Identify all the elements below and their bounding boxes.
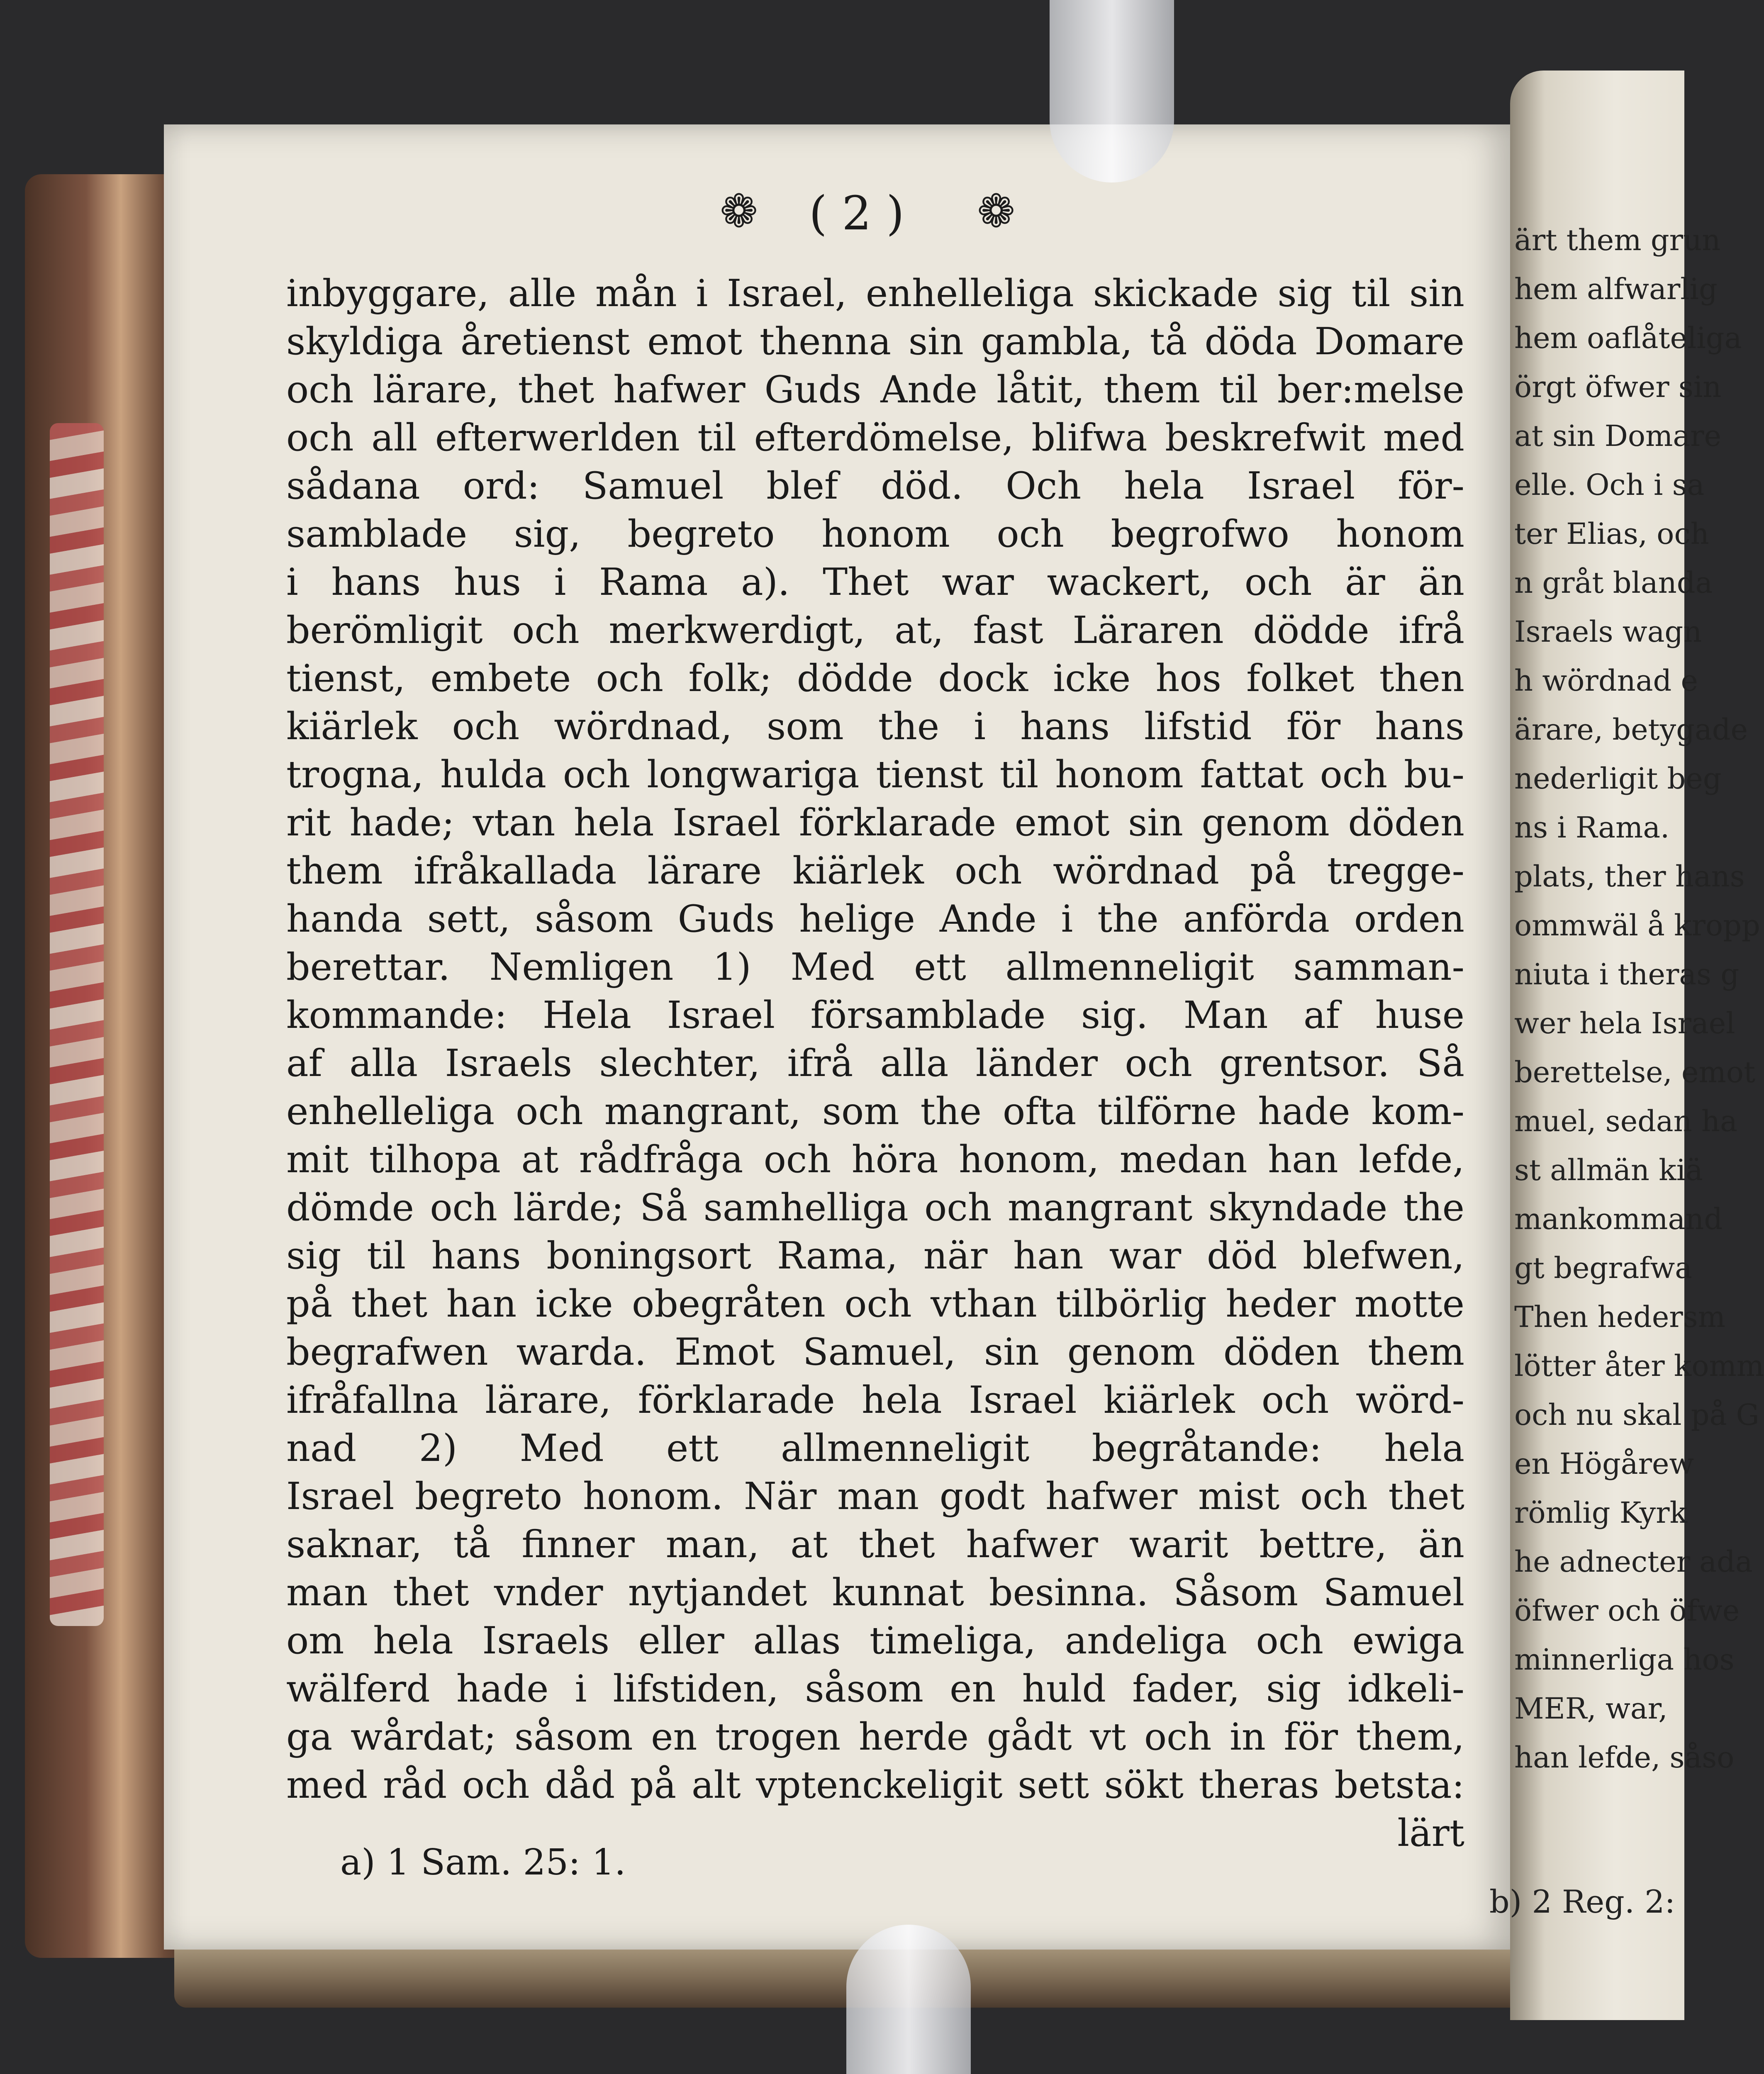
right-page-line: muel, sedan ha [1514,1104,1737,1138]
body-text [286,270,1464,1857]
right-page-line: römlig Kyrk [1514,1496,1688,1530]
text-line: med råd och dåd på alt vptenckeligit sett sökt theras betsta: [286,1763,1464,1807]
text-line: skyldiga åretienst emot thenna sin gambla, tå döda Domare [286,320,1464,363]
text-line: och lärare, thet hafwer Guds Ande låtit, them til ber:melse [286,368,1464,411]
ornament-right-icon: ❁ [977,185,1028,238]
right-page-line: berettelse, emot [1514,1055,1756,1089]
right-page-line: en Högårew [1514,1447,1694,1481]
right-page-line: mankommand [1514,1202,1723,1236]
text-line: berettar. Nemligen 1) Med ett allmenneligit samman- [286,945,1464,989]
right-page-line: plats, ther hans [1514,859,1745,893]
text-line: kommande: Hela Israel församblade sig. Man af huse [286,993,1464,1037]
right-page-line: elle. Och i sa [1514,468,1705,502]
text-line: enhelleliga och mangrant, som the ofta tilförne hade kom- [286,1090,1464,1133]
right-page-line: niuta i theras g [1514,957,1740,991]
text-line: mit tilhopa at rådfråga och höra honom, medan han lefde, [286,1138,1464,1181]
right-page-line: ärare, betygade [1514,713,1748,747]
text-line: sådana ord: Samuel blef död. Och hela Israel för- [286,464,1464,508]
footnote: a) 1 Sam. 25: 1. [340,1842,626,1883]
right-page-line: MER, war, [1514,1692,1668,1726]
right-page-line: hem alfwarlig [1514,272,1718,306]
right-page-line: wer hela Israel [1514,1006,1735,1040]
page-clip-top [1050,0,1174,183]
text-line: och all efterwerlden til efterdömelse, blifwa beskrefwit med [286,416,1464,460]
right-page-line: han lefde, såso [1514,1741,1735,1775]
text-line: på thet han icke obegråten och vthan tilbörlig heder motte [286,1282,1464,1326]
text-line: inbyggare, alle mån i Israel, enhelleliga skickade sig til sin [286,272,1464,315]
page-number: ( 2 ) [809,187,904,241]
text-line: berömligit och merkwerdigt, at, fast Läraren dödde ifrå [286,609,1464,652]
right-page-line: ns i Rama. [1514,811,1670,845]
text-line: nad 2) Med ett allmenneligit begråtande: hela [286,1426,1464,1470]
text-line: dömde och lärde; Så samhelliga och mangrant skyndade the [286,1186,1464,1229]
right-page-line: gt begrafwa [1514,1251,1692,1285]
marbled-edge [50,423,104,1626]
right-page-line: n gråt blanda [1514,566,1713,600]
text-line: trogna, hulda och longwariga tienst til honom fattat och bu- [286,753,1464,796]
text-line: kiärlek och wördnad, som the i hans lifstid för hans [286,705,1464,748]
text-line: wälferd hade i lifstiden, såsom en huld fader, sig idkeli- [286,1667,1464,1711]
text-line: ga wårdat; såsom en trogen herde gådt vt och in för them, [286,1715,1464,1759]
page-clip-bottom [846,1925,971,2074]
text-line: rit hade; vtan hela Israel förklarade emot sin genom döden [286,801,1464,845]
text-line: af alla Israels slechter, ifrå alla länder och grentsor. Så [286,1042,1464,1085]
right-page-line: h wördnad e [1514,664,1698,698]
right-page-line: ter Elias, och [1514,517,1709,551]
text-line: lärt [1397,1811,1464,1855]
ornament-left-icon: ❁ [720,185,771,238]
text-line: saknar, tå finner man, at thet hafwer warit bettre, än [286,1523,1464,1566]
right-page-line: minnerliga hos [1514,1643,1735,1677]
right-page-line: och nu skal på G [1514,1398,1759,1432]
text-line: begrafwen warda. Emot Samuel, sin genom döden them [286,1330,1464,1374]
text-line: om hela Israels eller allas timeliga, andeliga och ewiga [286,1619,1464,1663]
text-line: tienst, embete och folk; dödde dock icke hos folket then [286,657,1464,700]
text-line: sig til hans boningsort Rama, när han war död blefwen, [286,1234,1464,1278]
right-page-line: at sin Domare [1514,419,1722,453]
text-line: ifråfallna lärare, förklarade hela Israel kiärlek och wörd- [286,1378,1464,1422]
text-line: samblade sig, begreto honom och begrofwo honom [286,512,1464,556]
right-page-footnote: b) 2 Reg. 2: [1489,1883,1676,1920]
right-page-text [1514,216,1764,1782]
text-line: handa sett, såsom Guds helige Ande i the anförda orden [286,897,1464,941]
right-page-line: ärt them grun [1514,223,1721,257]
right-page-line: nederligit beg [1514,762,1722,796]
text-line: them ifråkallada lärare kiärlek och wördnad på tregge- [286,849,1464,893]
right-page-line: st allmän kiä [1514,1153,1703,1187]
text-line: i hans hus i Rama a). Thet war wackert, och är än [286,560,1464,604]
right-page-line: ommwäl å kropp [1514,908,1760,942]
right-page-line: hem oaflåteliga [1514,321,1742,355]
right-page-line: he adnecter ada [1514,1545,1753,1579]
text-line: Israel begreto honom. När man godt hafwer mist och thet [286,1475,1464,1518]
right-page-line: Then hedersm [1514,1300,1726,1334]
right-page-line: öfwer och öfwe [1514,1594,1740,1628]
right-page-line: Israels wagn [1514,615,1702,649]
text-line: man thet vnder nytjandet kunnat besinna. Såsom Samuel [286,1571,1464,1614]
right-page-line: örgt öfwer sin [1514,370,1722,404]
right-page-line: lötter åter komm [1514,1349,1764,1383]
